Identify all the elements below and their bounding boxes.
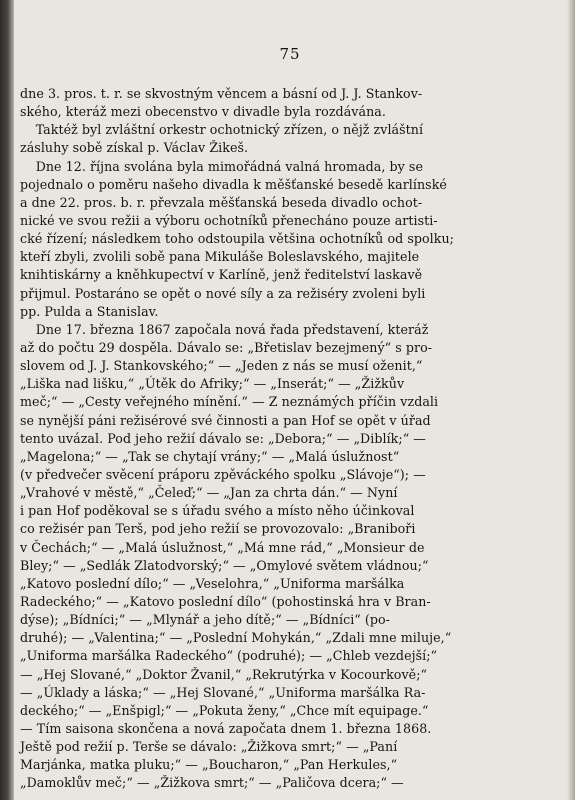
text-line: dne 3. pros. t. r. se skvostným věncem a básní od J. J. Stankov- (20, 87, 423, 102)
text-line: knihtiskárny a kněhkupectví v Karlíně, jenž ředitelství laskavě (20, 268, 423, 284)
scan-right-edge (567, 0, 575, 800)
text-line: „Vrahové v městě,“ „Čeleď;“ — „Jan za chrta dán.“ — Nyní (20, 486, 398, 502)
scan-binding-edge (0, 0, 14, 800)
text-line: co režisér pan Terš, pod jeho režií se provozovalo: „Braniboři (20, 522, 416, 538)
text-line: tento uvázal. Pod jeho režií dávalo se: „Debora;“ — „Diblík;“ — (20, 431, 426, 447)
text-line: slovem od J. J. Stankovského;“ — „Jeden z nás se musí oženit,“ (20, 359, 423, 375)
text-line: Marjánka, matka pluku;“ — „Boucharon,“ „Pan Herkules,“ (20, 758, 398, 774)
text-line: kteří zbyli, zvolili sobě pana Mikuláše Boleslavského, majitele (20, 250, 420, 266)
text-line: nické ve svou režii a výboru ochotníků přenecháno pouze artisti- (20, 213, 438, 229)
book-page (20, 40, 550, 792)
text-line: „Uniforma maršálka Radeckého“ (podruhé); — „Chleb vezdejší;“ (20, 649, 438, 665)
text-line: Radeckého;“ — „Katovo poslední dílo“ (pohostinská hra v Bran- (20, 594, 431, 610)
text-line: — „Úklady a láska;“ — „Hej Slované,“ „Uniforma maršálka Ra- (20, 685, 426, 701)
text-line: — „Hej Slované,“ „Doktor Žvanil,“ „Rekrutýrka v Kocourkově;“ (20, 667, 428, 683)
text-line: ského, kteráž mezi obecenstvo v divadle byla rozdávána. (20, 105, 386, 121)
text-line: i pan Hof poděkoval se s úřadu svého a místo něho účinkoval (20, 504, 415, 520)
text-line: druhé); — „Valentina;“ — „Poslední Mohykán,“ „Zdali mne miluje,“ (20, 631, 452, 647)
text-line: Dne 17. března 1867 započala nová řada představení, kteráž (35, 322, 429, 338)
text-line: deckého;“ — „Enšpigl;“ — „Pokuta ženy,“ „Chce mít equipage.“ (20, 703, 429, 719)
text-line: až do počtu 29 dospěla. Dávalo se: „Břetislav bezejmený“ s pro- (20, 340, 433, 356)
text-line: v Čechách;“ — „Malá úslužnost,“ „Má mne rád,“ „Monsieur de (20, 540, 425, 556)
text-line: se nynější páni režisérové své činnosti a pan Hof se opět v úřad (20, 413, 431, 429)
text-line: Dne 12. října svolána byla mimořádná valná hromada, by se (35, 159, 424, 175)
text-line: Ještě pod režií p. Terše se dávalo: „Žižkova smrt;“ — „Paní (20, 740, 398, 756)
text-line: „Damoklův meč;“ — „Žižkova smrt;“ — „Paličova dcera;“ — (20, 776, 404, 792)
text-line: cké řízení; následkem toho odstoupila většina ochotníků od spolku; (20, 232, 454, 248)
text-line: pojednalo o poměru našeho divadla k měšťanské besedě karlínské (20, 177, 447, 193)
text-line: — Tím saisona skončena a nová započata dnem 1. března 1868. (20, 721, 432, 737)
text-line: „Katovo poslední dílo;“ — „Veselohra,“ „Uniforma maršálka (20, 576, 405, 592)
body-text (20, 86, 550, 793)
text-line: a dne 22. pros. b. r. převzala měšťanská beseda divadlo ochot- (20, 195, 423, 211)
text-line: zásluhy sobě získal p. Václav Žikeš. (20, 141, 249, 157)
text-line: Bley;“ — „Sedlák Zlatodvorský;“ — „Omylové světem vládnou;“ (20, 558, 429, 574)
text-line: „Magelona;“ — „Tak se chytají vrány;“ — „Malá úslužnost“ (20, 449, 400, 465)
text-line: (v předvečer svěcení práporu zpěváckého spolku „Slávoje“); — (20, 467, 426, 483)
text-line: Taktéž byl zvláštní orkestr ochotnický zřízen, o nějž zvláštní (35, 123, 424, 139)
page-number: 75 (279, 45, 301, 63)
text-line: dýse); „Bídníci;“ — „Mlynář a jeho dítě;“ — „Bídníci“ (po- (20, 613, 391, 629)
text-line: přijmul. Postaráno se opět o nové síly a za režiséry zvoleni byli (20, 286, 426, 302)
text-line: „Liška nad lišku,“ „Útěk do Afriky;“ — „Inserát;“ — „Žižkův (20, 377, 405, 393)
text-line: meč;“ — „Cesty veřejného mínění.“ — Z neznámých příčin vzdali (20, 395, 439, 411)
text-line: pp. Pulda a Stanislav. (20, 304, 159, 320)
